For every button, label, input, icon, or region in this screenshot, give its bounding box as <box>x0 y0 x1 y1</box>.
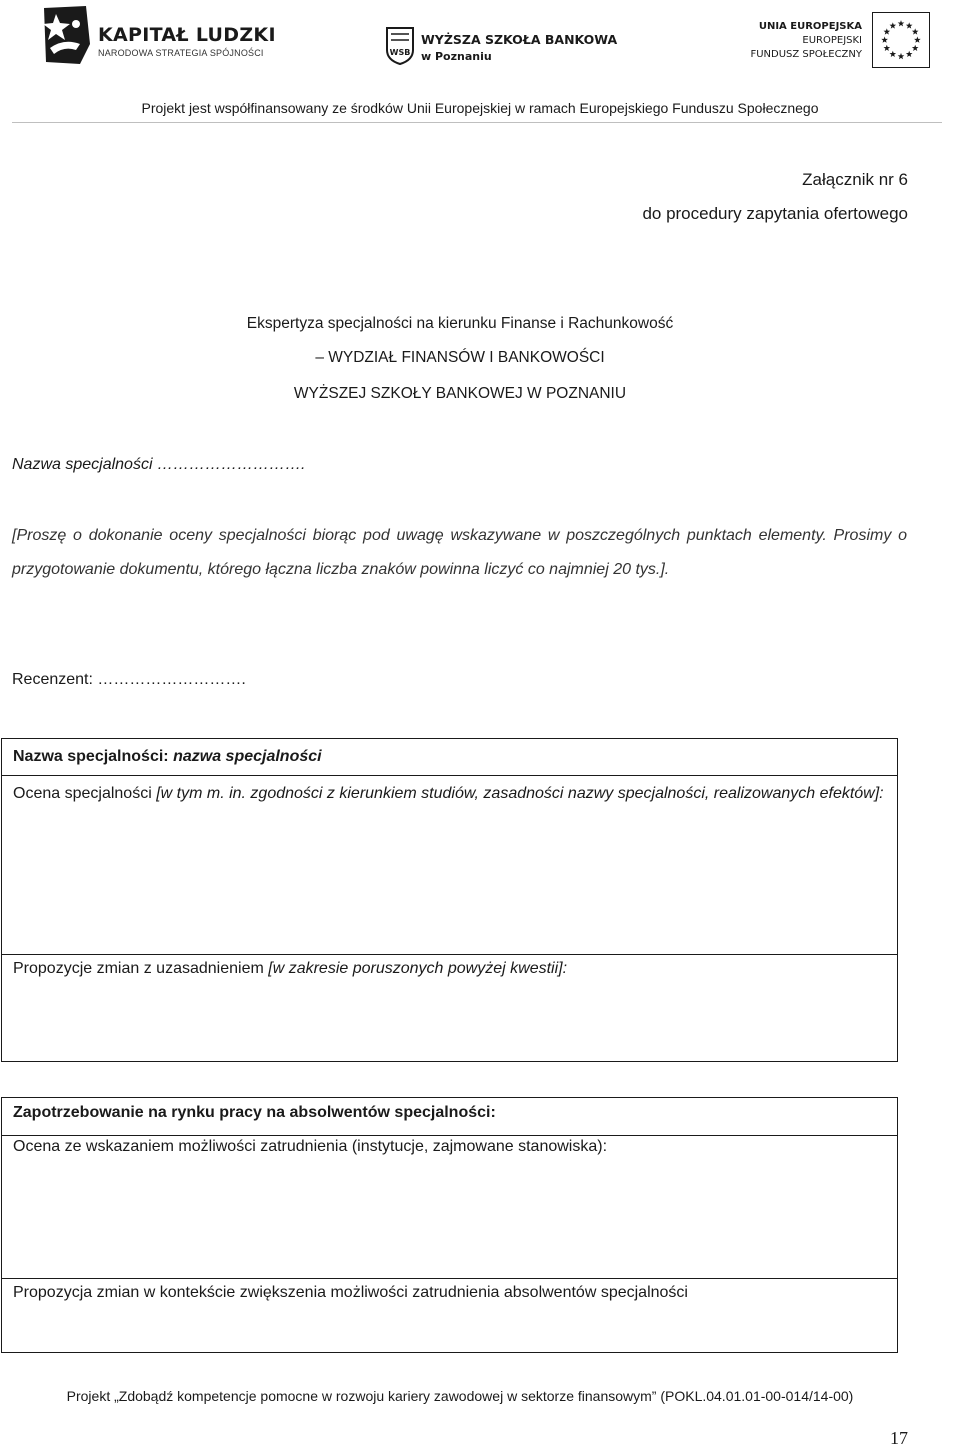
assessment-label: Ocena specjalności <box>13 785 152 802</box>
eu-line-1: UNIA EUROPEJSKA <box>758 21 862 32</box>
faculty-name: – WYDZIAŁ FINANSÓW I BANKOWOŚCI <box>315 349 605 366</box>
header-divider <box>12 122 942 123</box>
specialty-evaluation-table <box>1 738 898 1062</box>
wsb-logo <box>385 26 618 70</box>
assessment-hint: [w tym m. in. zgodności z kierunkiem studiów, zasadności nazwy specjalności, realizowanych efektów]: <box>156 785 884 802</box>
wsb-name: WYŻSZA SZKOŁA BANKOWA <box>421 32 618 47</box>
eu-star-icon <box>906 22 913 28</box>
annex-description: do procedury zapytania ofertowego <box>642 204 908 223</box>
wsb-city: w Poznaniu <box>421 50 492 63</box>
employment-assessment-label: Ocena ze wskazaniem możliwości zatrudnienia (instytucje, zajmowane stanowiska): <box>13 1138 608 1155</box>
specialty-name-line: Nazwa specjalności ………………………. <box>12 456 306 473</box>
kapital-ludzki-logo <box>40 4 276 70</box>
eu-star-icon <box>912 45 919 51</box>
eu-star-icon <box>890 22 897 28</box>
school-name: WYŻSZEJ SZKOŁY BANKOWEJ W POZNANIU <box>293 385 627 402</box>
eu-logo <box>750 12 930 74</box>
eu-star-icon <box>906 51 913 57</box>
eu-stars-flag-icon <box>872 12 930 68</box>
labour-market-table <box>1 1097 898 1353</box>
labour-market-heading: Zapotrzebowanie na rynku pracy na absolwentów specjalności: <box>13 1104 496 1121</box>
employment-proposal-row[interactable] <box>2 1279 897 1352</box>
eu-star-icon <box>883 45 890 51</box>
eu-text <box>750 20 862 62</box>
annex-number: Załącznik nr 6 <box>802 170 908 189</box>
instructions-text: [Proszę o dokonanie oceny specjalności biorąc pod uwagę wskazywane w poszczególnych punktach elementy. Prosimy o przygotowanie dokumentu, którego łączna liczba znaków powinna liczyć co najmniej 20 tys.]. <box>12 527 907 578</box>
employment-proposal-label: Propozycja zmian w kontekście zwiększenia możliwości zatrudnienia absolwentów specjalności <box>13 1284 688 1301</box>
kapital-ludzki-subtitle: NARODOWA STRATEGIA SPÓJNOŚCI <box>98 48 264 58</box>
eu-line-2: EUROPEJSKI <box>802 35 862 46</box>
specialty-heading-row <box>2 739 897 776</box>
proposed-changes-hint: [w zakresie poruszonych powyżej kwestii]: <box>268 960 568 977</box>
eu-star-icon <box>890 51 897 57</box>
proposed-changes-row[interactable] <box>2 955 897 1061</box>
kapital-ludzki-emblem-icon <box>40 4 92 66</box>
project-footer: Projekt „Zdobądź kompetencje pomocne w rozwoju kariery zawodowej w sektorze finansowym” (POKL.04.01.01-00-014/14-00) <box>66 1388 854 1404</box>
eu-star-icon <box>898 53 905 59</box>
proposed-changes-label: Propozycje zmian z uzasadnieniem <box>13 960 264 977</box>
eu-star-icon <box>898 20 905 26</box>
eu-line-3: FUNDUSZ SPOŁECZNY <box>750 49 862 60</box>
specialty-heading-value: nazwa specjalności <box>173 748 322 765</box>
eu-star-icon <box>883 28 890 34</box>
project-cofinancing-line: Projekt jest współfinansowany ze środków Unii Europejskiej w ramach Europejskiego Funduszu Społecznego <box>141 100 819 116</box>
wsb-shield-icon <box>385 26 415 66</box>
wsb-badge-text: WSB <box>389 48 411 57</box>
page-number: 17 <box>890 1428 908 1448</box>
specialty-heading-label: Nazwa specjalności: <box>13 748 169 765</box>
specialty-assessment-row[interactable] <box>2 776 897 955</box>
kapital-ludzki-title: KAPITAŁ LUDZKI <box>98 24 276 46</box>
eu-star-icon <box>914 37 921 43</box>
employment-assessment-row[interactable] <box>2 1136 897 1279</box>
eu-star-icon <box>881 37 888 43</box>
document-title: Ekspertyza specjalności na kierunku Finanse i Rachunkowość <box>246 315 674 332</box>
eu-star-icon <box>912 28 919 34</box>
reviewer-line: Recenzent: ………………………. <box>12 671 246 688</box>
